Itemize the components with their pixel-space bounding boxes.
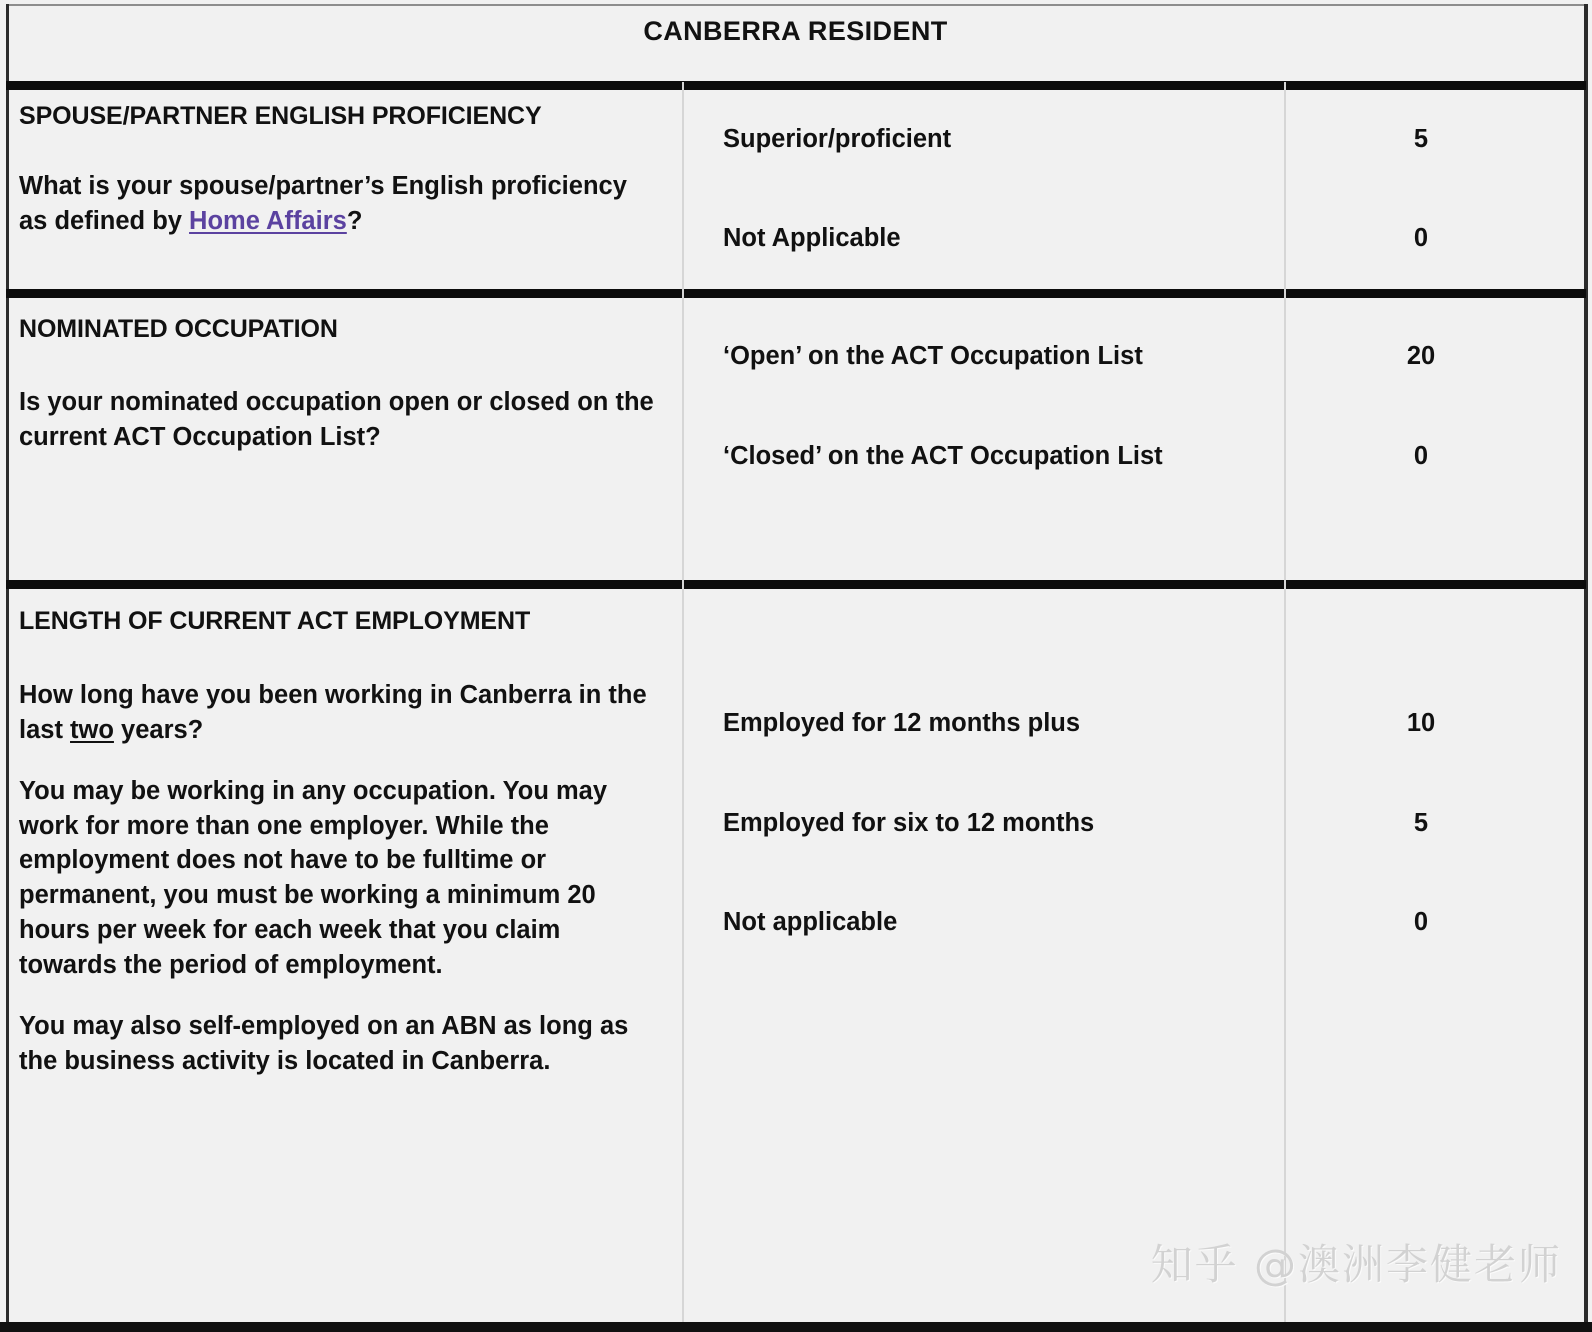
option-score: 0	[1413, 908, 1429, 936]
home-affairs-link[interactable]: Home Affairs	[189, 206, 347, 235]
option-score: 20	[1406, 342, 1436, 370]
zhihu-watermark: 知乎 @澳洲李健老师	[1150, 1240, 1562, 1289]
section-3-question-column	[9, 589, 674, 1079]
section-3-paragraph-2: You may be working in any occupation. You may work for more than one employer. While the employment does not have to be fulltime or permanent, you must be working a minimum 20 hours per week for each week that you claim towards the period of employment.	[19, 776, 608, 980]
section-3-p1-part-b: years?	[113, 715, 204, 744]
section-1-heading: SPOUSE/PARTNER ENGLISH PROFICIENCY	[19, 102, 542, 130]
section-2-heading: NOMINATED OCCUPATION	[19, 315, 338, 343]
option-label: Employed for six to 12 months	[723, 809, 1095, 837]
section-2-question-column	[9, 298, 674, 455]
section-3-p1-underlined-word: two	[70, 715, 114, 744]
section-1-question-column	[9, 90, 674, 239]
option-label: Not Applicable	[723, 224, 901, 252]
option-label: ‘Open’ on the ACT Occupation List	[723, 342, 1143, 370]
option-score: 0	[1413, 442, 1429, 470]
table-title-row	[9, 6, 1582, 81]
section-1-question-suffix: ?	[346, 206, 363, 235]
table-bottom-border	[0, 1322, 1592, 1332]
section-divider-3	[6, 580, 1586, 589]
section-2-question: Is your nominated occupation open or closed on the current ACT Occupation List?	[19, 387, 654, 451]
option-score: 0	[1413, 224, 1429, 252]
section-divider-2	[6, 289, 1586, 298]
section-3-p1-part-a: How long have you been working in Canberra in the last	[19, 680, 647, 744]
table-right-border	[1584, 4, 1588, 1324]
option-score: 5	[1413, 125, 1429, 153]
section-spouse-english-proficiency	[9, 90, 1582, 289]
option-label: Superior/proficient	[723, 125, 952, 153]
page-title: CANBERRA RESIDENT	[643, 16, 948, 46]
option-label: Employed for 12 months plus	[723, 709, 1081, 737]
section-3-paragraph-3: You may also self-employed on an ABN as long as the business activity is located in Canberra.	[19, 1012, 629, 1076]
section-1-question-prefix: What is your spouse/partner’s English proficiency as defined by	[19, 171, 627, 235]
option-label: ‘Closed’ on the ACT Occupation List	[723, 442, 1163, 470]
section-length-of-act-employment	[9, 589, 1582, 1322]
option-score: 10	[1406, 709, 1436, 737]
section-1-question	[19, 169, 660, 239]
section-3-question-body	[19, 678, 660, 1079]
section-nominated-occupation	[9, 298, 1582, 580]
option-score: 5	[1413, 809, 1429, 837]
section-3-heading: LENGTH OF CURRENT ACT EMPLOYMENT	[19, 607, 531, 635]
section-divider-1	[6, 81, 1586, 90]
section-3-paragraph-1	[19, 678, 660, 748]
option-label: Not applicable	[723, 908, 898, 936]
